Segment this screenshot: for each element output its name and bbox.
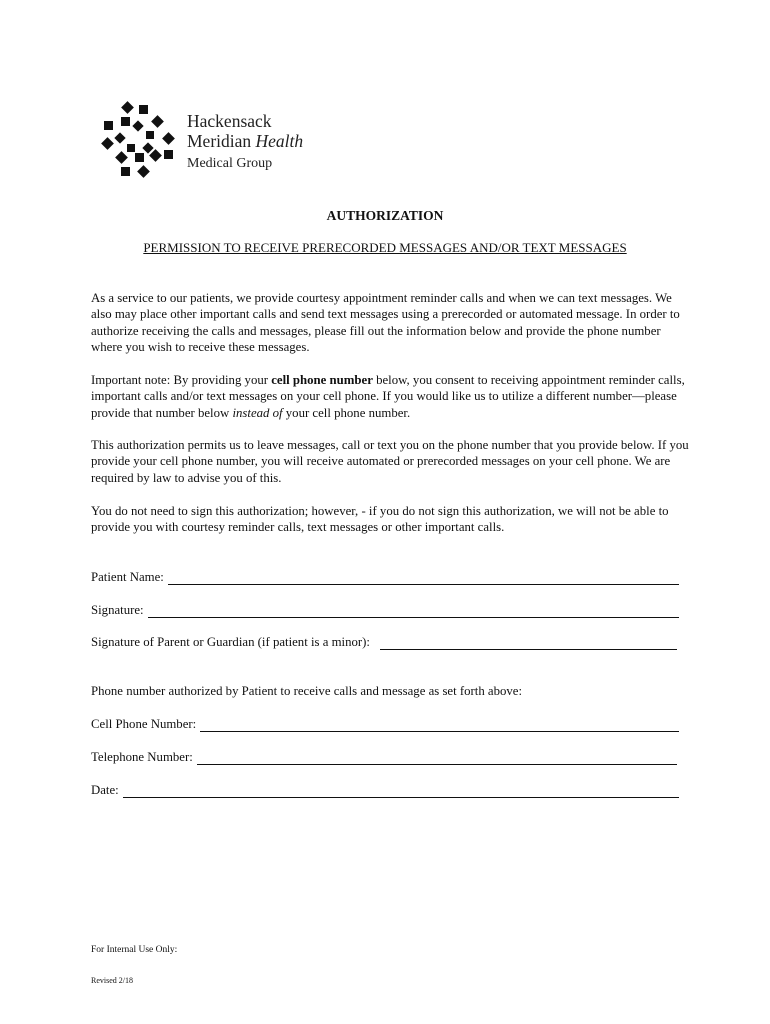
guardian-signature-line[interactable] xyxy=(380,636,677,650)
intro-paragraph: As a service to our patients, we provide courtesy appointment reminder calls and when we can text messages. We also may place other important calls and send text messages using a prerecorded or automated message. In order to authorize receiving the calls and messages, please fill out the information below and provide the phone number where you wish to receive these messages. xyxy=(91,291,680,355)
guardian-signature-field[interactable] xyxy=(91,632,677,650)
guardian-signature-label: Signature of Parent or Guardian (if patient is a minor): xyxy=(91,635,370,649)
date-line[interactable] xyxy=(123,784,679,798)
date-field[interactable] xyxy=(91,780,679,798)
note-text-a: Important note: By providing your xyxy=(91,373,272,387)
signature-line[interactable] xyxy=(148,604,679,618)
org-line2-a: Meridian xyxy=(187,130,252,151)
optional-sign-paragraph: You do not need to sign this authorization; however, - if you do not sign this authorization, we will not be able to provide you with courtesy reminder calls, text messages or other important calls. xyxy=(91,504,669,535)
phone-authorization-heading: Phone number authorized by Patient to receive calls and message as set forth above: xyxy=(91,684,523,698)
note-bold: cell phone number xyxy=(271,373,373,387)
cell-phone-field[interactable] xyxy=(91,714,679,732)
patient-name-line[interactable] xyxy=(168,571,679,585)
signature-field[interactable] xyxy=(91,600,679,618)
org-line1: Hackensack xyxy=(187,111,272,131)
important-note-paragraph xyxy=(91,372,691,421)
cell-phone-line[interactable] xyxy=(200,718,679,732)
cell-phone-label: Cell Phone Number: xyxy=(91,717,197,731)
org-line2-b: Health xyxy=(255,130,304,151)
telephone-label: Telephone Number: xyxy=(91,750,193,764)
signature-label: Signature: xyxy=(91,603,144,617)
page-subtitle: PERMISSION TO RECEIVE PRERECORDED MESSAGES AND/OR TEXT MESSAGES xyxy=(143,240,627,255)
org-line2 xyxy=(187,132,303,152)
telephone-field[interactable] xyxy=(91,747,677,765)
hmh-logo-icon xyxy=(101,101,181,181)
note-text-c: your cell phone number. xyxy=(282,405,411,420)
patient-name-field[interactable] xyxy=(91,567,679,585)
note-italic: instead of xyxy=(232,405,283,420)
note-text-b: below, you consent to receiving appointment reminder calls, important calls and/or text messages on your cell phone. If you would like us to utilize a different number—please provide that number below xyxy=(91,373,685,420)
page-title: AUTHORIZATION xyxy=(326,208,444,223)
org-name xyxy=(187,112,303,172)
internal-use-label: For Internal Use Only: xyxy=(91,945,178,955)
telephone-line[interactable] xyxy=(197,751,677,765)
authorization-paragraph: This authorization permits us to leave messages, call or text you on the phone number that you provide below. If you provide your cell phone number, you will receive automated or prerecorded messages on your cell phone. We are required by law to advise you of this. xyxy=(91,438,689,485)
patient-name-label: Patient Name: xyxy=(91,570,164,584)
org-line3: Medical Group xyxy=(187,156,273,172)
revised-date: Revised 2/18 xyxy=(91,976,133,985)
date-label: Date: xyxy=(91,783,119,797)
